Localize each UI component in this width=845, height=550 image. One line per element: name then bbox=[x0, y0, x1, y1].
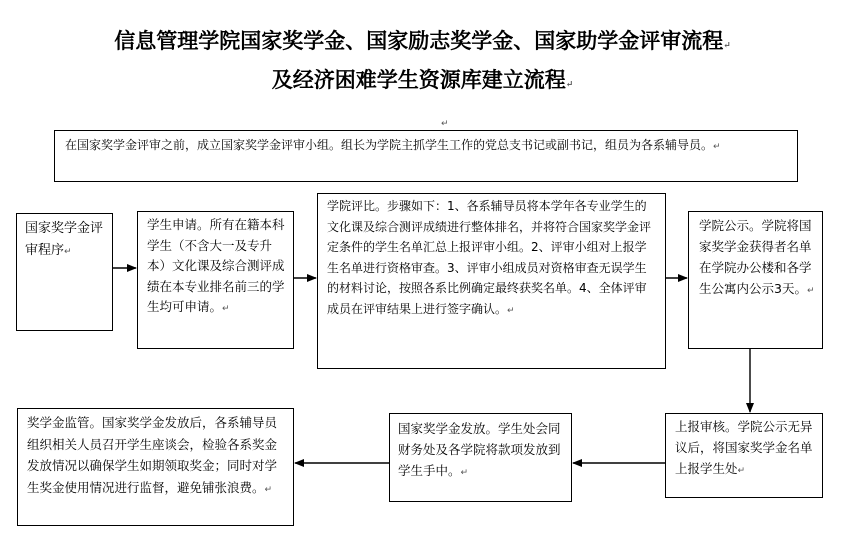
title-line-1: 信息管理学院国家奖学金、国家励志奖学金、国家助学金评审流程↵ bbox=[114, 28, 731, 53]
box-review: 学院评比。步骤如下：1、各系辅导员将本学年各专业学生的文化课及综合测评成绩进行整体排名，并将符合国家奖学金评定条件的学生名单汇总上报评审小组。2、评审小组对上报学生名单进行资格审查。3、评审小组成员对资格审查无误学生的材料讨论，按照各系比例确定最终获奖名单。4、全体评审成员在评审结果上进行签字确认。↵ bbox=[317, 193, 666, 369]
box-distribute: 国家奖学金发放。学生处会同财务处及各学院将款项发放到学生手中。↵ bbox=[389, 413, 572, 502]
box-report: 上报审核。学院公示无异议后，将国家奖学金名单上报学生处↵ bbox=[665, 413, 823, 498]
box-supervise: 奖学金监管。国家奖学金发放后，各系辅导员组织相关人员召开学生座谈会，检验各系奖金发放情况以确保学生如期领取奖金；同时对学生奖金使用情况进行监督，避免铺张浪费。↵ bbox=[17, 408, 294, 526]
paragraph-mark: ↵ bbox=[441, 119, 449, 129]
box-intro: 在国家奖学金评审之前，成立国家奖学金评审小组。组长为学院主抓学生工作的党总支书记或副书记，组员为各系辅导员。↵ bbox=[54, 130, 798, 182]
box-program: 国家奖学金评审程序↵ bbox=[16, 213, 113, 331]
box-publicize: 学院公示。学院将国家奖学金获得者名单在学院办公楼和各学生公寓内公示3天。↵ bbox=[688, 211, 823, 349]
title-line-2: 及经济困难学生资源库建立流程↵ bbox=[271, 67, 574, 92]
box-apply: 学生申请。所有在籍本科学生（不含大一及专升本）文化课及综合测评成绩在本专业排名前三的学生均可申请。↵ bbox=[137, 211, 294, 349]
